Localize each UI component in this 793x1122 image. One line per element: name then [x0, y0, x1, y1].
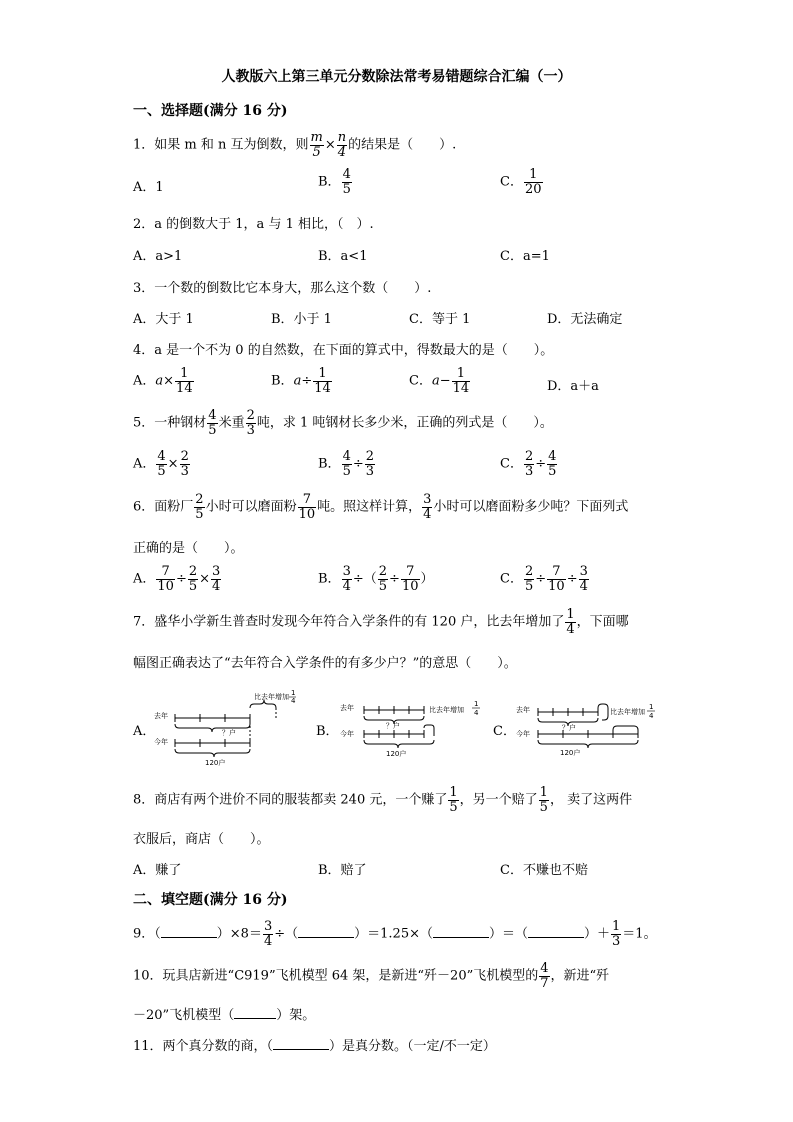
option-b: B．赔了 — [318, 863, 367, 878]
option-d: D．无法确定 — [547, 312, 623, 327]
option-c-label: C． — [493, 724, 516, 739]
answer-blank[interactable] — [298, 925, 354, 938]
question-3: 3．一个数的倒数比它本身大，那么这个数（ ）. — [133, 281, 432, 296]
svg-text:去年: 去年 — [154, 712, 168, 720]
option-a: A．大于 1 — [133, 312, 194, 327]
fraction: $\frac{n}{4}$ — [337, 130, 347, 160]
svg-text:比去年增加: 比去年增加 — [429, 706, 464, 714]
svg-text:比去年增加: 比去年增加 — [254, 693, 289, 701]
option-a: A． $\frac{7}{10}$ ÷ $\frac{2}{5}$ × $\frac{3}{4}$ — [133, 564, 221, 594]
question-10-line2: －20”飞机模型（ ）架。 — [133, 1008, 316, 1023]
question-1: 1．如果 m 和 n 互为倒数，则 $\frac{m}{5}$ × $\frac{n}{4}$ 的结果是（ ）. — [133, 130, 457, 160]
svg-text:4: 4 — [474, 709, 479, 717]
segment-diagram-c — [510, 690, 660, 770]
svg-text:？户: ？户 — [562, 724, 576, 732]
option-a: A． $\frac{4}{5}$ × $\frac{2}{3}$ — [133, 449, 189, 479]
question-8-line2: 衣服后，商店（ ）。 — [133, 832, 270, 847]
answer-blank[interactable] — [528, 925, 584, 938]
svg-text:今年: 今年 — [154, 738, 168, 746]
question-5: 5．一种钢材 $\frac{4}{5}$ 米重 $\frac{2}{3}$ 吨，求 1 吨钢材长多少米，正确的列式是（ ）。 — [133, 408, 553, 438]
svg-text:120户: 120户 — [205, 759, 226, 767]
question-8: 8．商店有两个进价不同的服装都卖 240 元，一个赚了 $\frac{1}{5}$ ，另一个赔了 $\frac{1}{5}$ ， 卖了这两件 — [133, 785, 633, 815]
svg-text:去年: 去年 — [516, 706, 530, 714]
option-c: C． $\frac{2}{3}$ ÷ $\frac{4}{5}$ — [500, 449, 557, 479]
fraction: $\frac{m}{5}$ — [310, 130, 323, 160]
option-c: C． $\frac{2}{5}$ ÷ $\frac{7}{10}$ ÷ $\frac{3}{4}$ — [500, 564, 588, 594]
option-a: A．赚了 — [133, 863, 182, 878]
question-6: 6．面粉厂 $\frac{2}{5}$ 小时可以磨面粉 $\frac{7}{10}$ 吨。照这样计算， $\frac{3}{4}$ 小时可以磨面粉多少吨？下面列式 — [133, 492, 629, 522]
option-b: B．小于 1 — [271, 312, 332, 327]
svg-text:4: 4 — [291, 697, 296, 705]
fraction: $\frac{1}{14}$ — [176, 366, 193, 396]
question-2: 2．a 的倒数大于 1，a 与 1 相比，（ ）. — [133, 217, 374, 232]
svg-text:1: 1 — [474, 700, 479, 708]
option-c: C．等于 1 — [409, 312, 471, 327]
fraction: $\frac{1}{20}$ — [524, 167, 542, 197]
svg-text:120户: 120户 — [560, 749, 581, 757]
svg-text:去年: 去年 — [340, 704, 354, 712]
option-a: A．a>1 — [133, 249, 183, 264]
question-7: 7．盛华小学新生普查时发现今年符合入学条件的有 120 户，比去年增加了 $\frac{1}{4}$ ，下面哪 — [133, 607, 629, 637]
option-b: B． $\frac{4}{5}$ ÷ $\frac{2}{3}$ — [318, 449, 375, 479]
option-a: A．1 — [133, 180, 164, 195]
svg-text:比去年增加: 比去年增加 — [610, 708, 645, 716]
fraction: $\frac{4}{5}$ — [342, 167, 351, 197]
svg-text:今年: 今年 — [516, 730, 530, 738]
option-a-label: A． — [133, 724, 156, 739]
answer-blank[interactable] — [161, 925, 217, 938]
option-b: B．a<1 — [318, 249, 368, 264]
section-heading-choice: 一、选择题(满分 16 分) — [133, 103, 288, 119]
svg-text:120户: 120户 — [386, 750, 407, 758]
option-c: C． $\frac{1}{20}$ — [500, 167, 542, 197]
option-a: A．a× $\frac{1}{14}$ — [133, 366, 193, 396]
svg-text:今年: 今年 — [340, 730, 354, 738]
option-b: B． $\frac{4}{5}$ — [318, 167, 351, 197]
question-7-line2: 幅图正确表达了“去年符合入学条件的有多少户？”的意思（ ）。 — [133, 656, 517, 671]
question-11: 11．两个真分数的商，（ ）是真分数。（一定/不一定） — [133, 1039, 496, 1054]
question-4: 4．a 是一个不为 0 的自然数，在下面的算式中，得数最大的是（ ）。 — [133, 343, 554, 358]
question-9: 9．（ ）×8＝ $\frac{3}{4}$ ÷（ ）＝1.25×（ ）＝（ ）＋ $\frac{1}{3}$ ＝1。 — [133, 919, 657, 949]
svg-text:？户: ？户 — [222, 729, 236, 737]
section-heading-fill: 二、填空题(满分 16 分) — [133, 892, 288, 908]
answer-blank[interactable] — [433, 925, 489, 938]
question-10: 10．玩具店新进“C919”飞机模型 64 架，是新进“歼－20”飞机模型的 $\frac{4}{7}$ ，新进“歼 — [133, 961, 610, 991]
fraction: $\frac{1}{14}$ — [452, 366, 470, 396]
answer-blank[interactable] — [273, 1037, 329, 1050]
svg-text:1: 1 — [649, 703, 654, 711]
answer-blank[interactable] — [234, 1006, 276, 1019]
option-b: B．a÷ $\frac{1}{14}$ — [271, 366, 331, 396]
page-title: 人教版六上第三单元分数除法常考易错题综合汇编（一） — [221, 69, 572, 85]
segment-diagram-b — [334, 688, 484, 770]
option-c: C．a=1 — [500, 249, 550, 264]
option-b-label: B． — [316, 724, 339, 739]
question-6-line2: 正确的是（ ）。 — [133, 541, 244, 556]
svg-text:？户: ？户 — [386, 722, 400, 730]
option-d: D．a＋a — [547, 379, 599, 394]
option-c: C．a− $\frac{1}{14}$ — [409, 366, 470, 396]
svg-text:1: 1 — [291, 689, 296, 697]
question-text: 1．如果 m 和 n 互为倒数，则 — [133, 137, 309, 153]
fraction: $\frac{1}{14}$ — [314, 366, 331, 396]
segment-diagram-a — [150, 688, 300, 770]
svg-text:4: 4 — [649, 712, 654, 720]
option-b: B． $\frac{3}{4}$ ÷（ $\frac{2}{5}$ ÷ $\frac{7}{10}$ ） — [318, 564, 434, 594]
option-c: C．不赚也不赔 — [500, 863, 588, 878]
